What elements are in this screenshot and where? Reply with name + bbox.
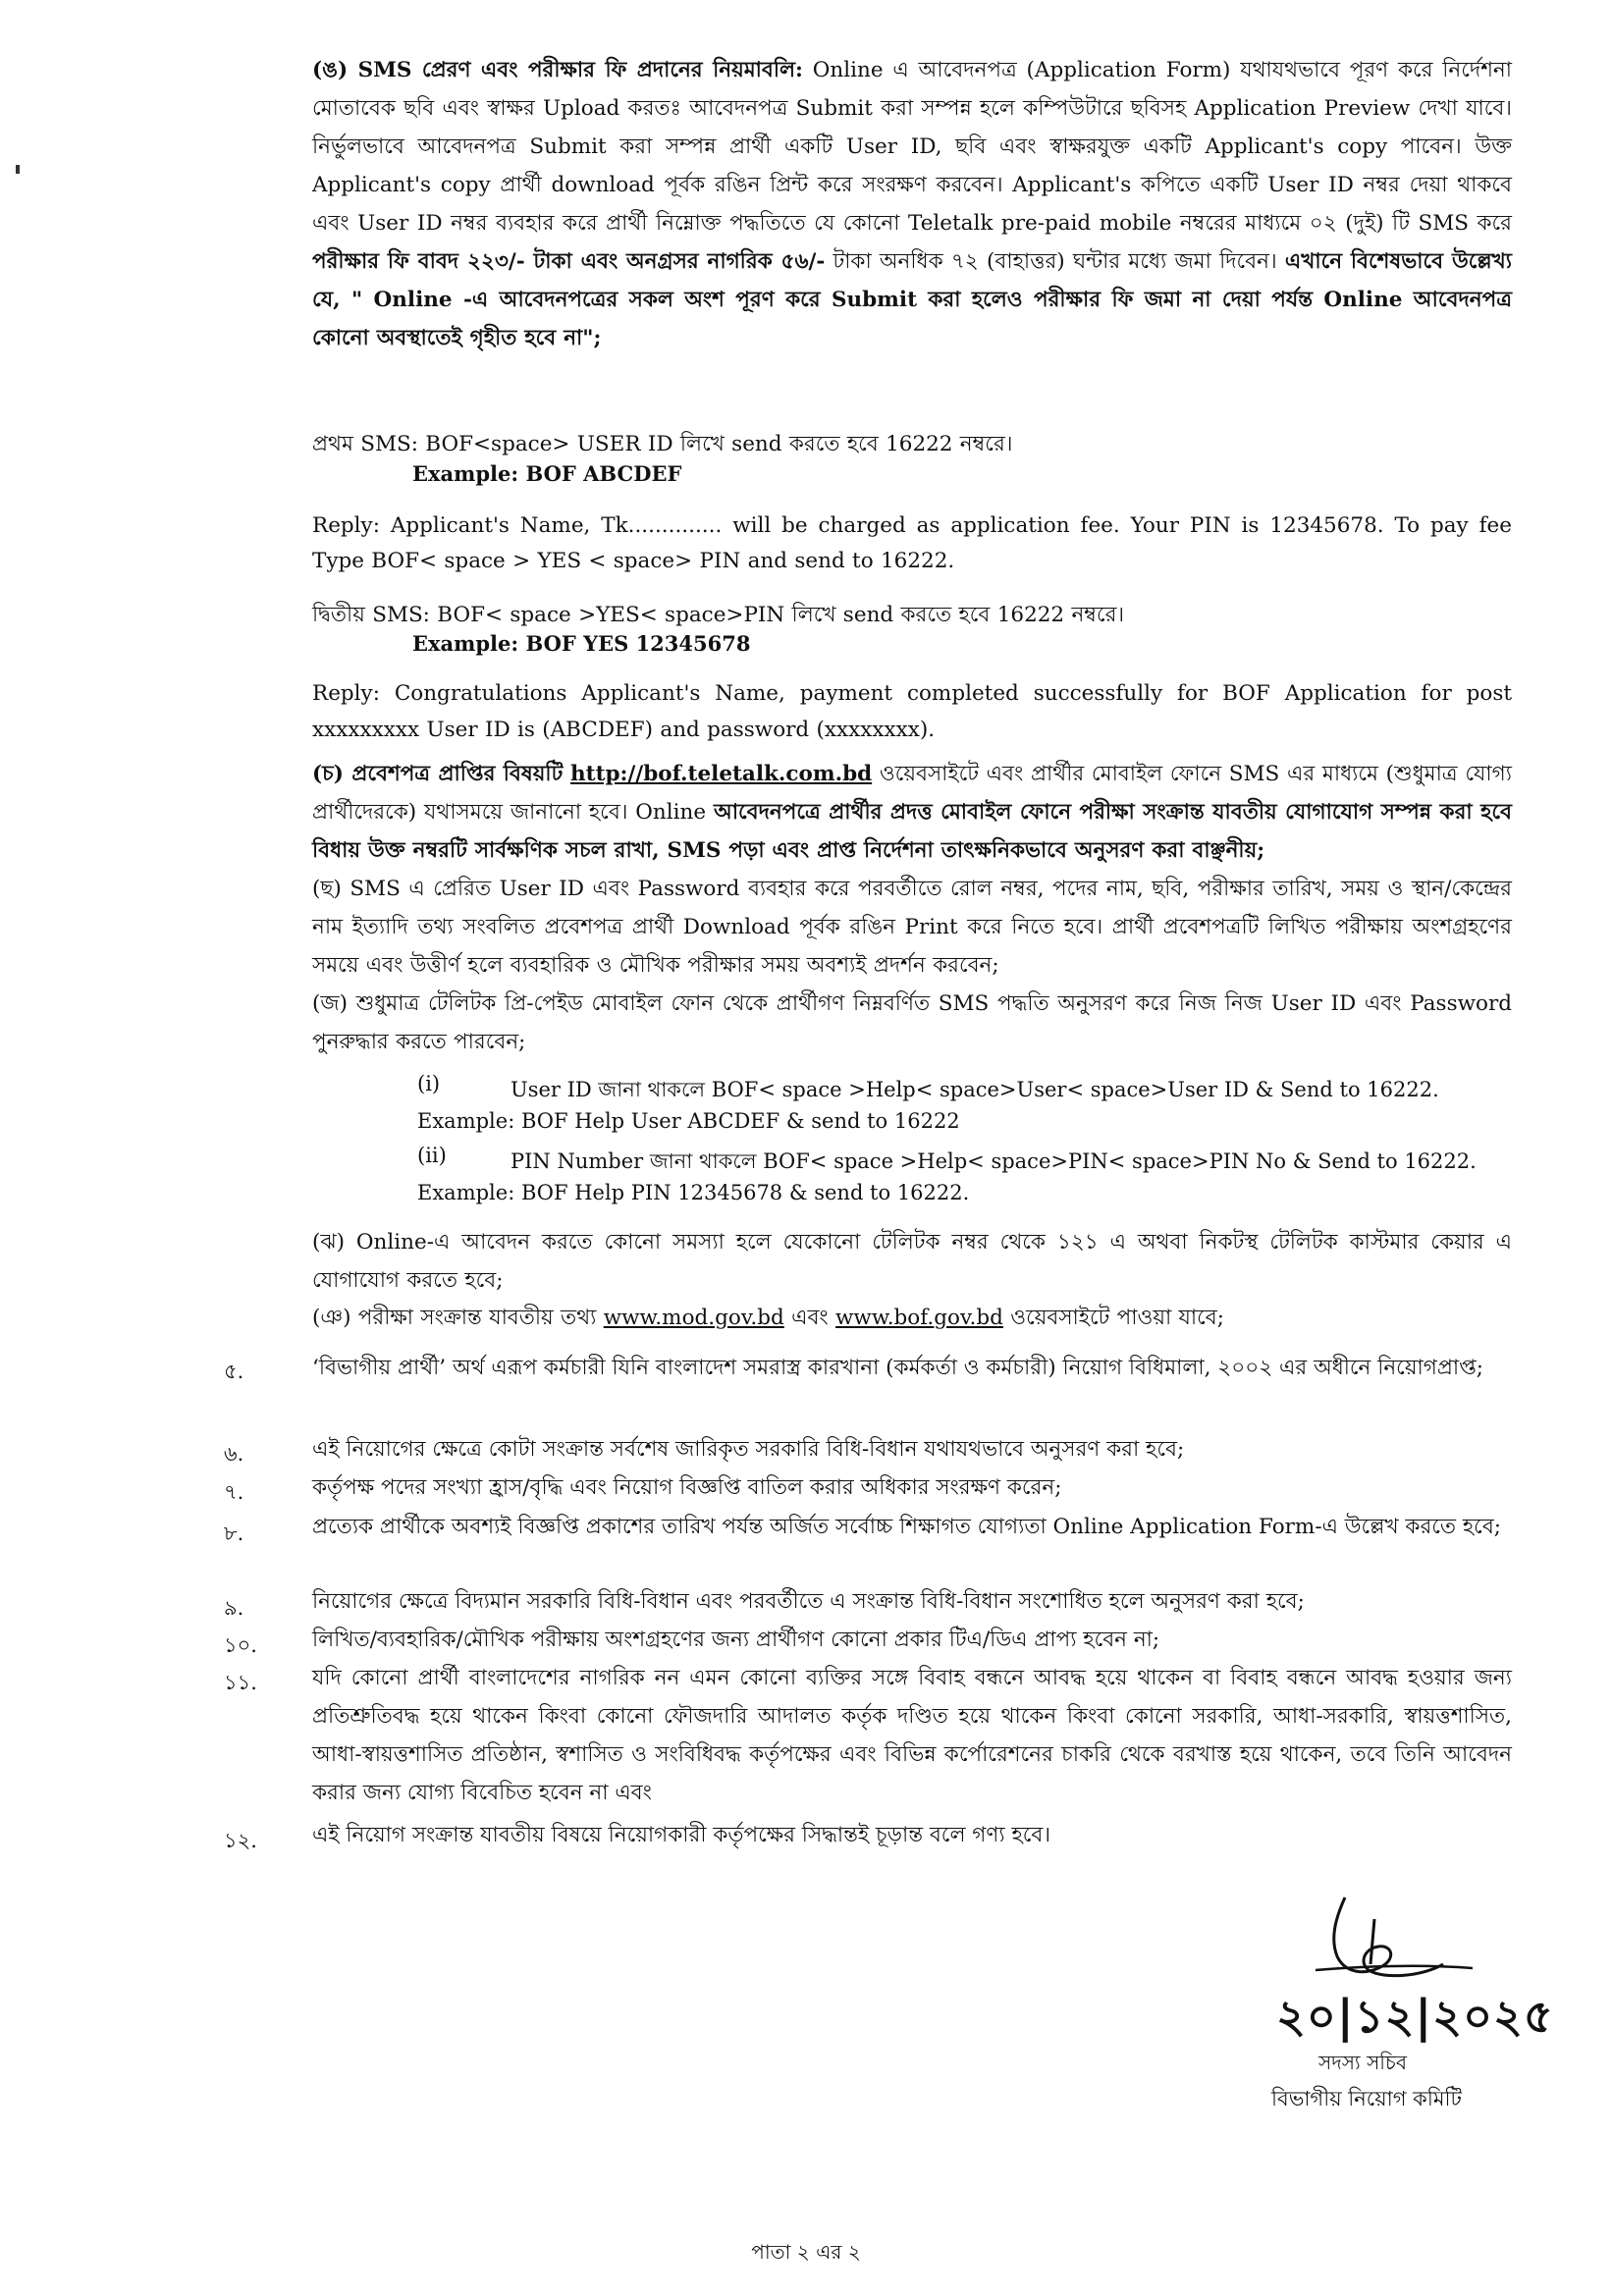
section-admit-download: (ছ) SMS এ প্রেরিত User ID এবং Password ব্যবহার করে পরবর্তীতে রোল নম্বর, পদের নাম, ছবি, পরীক্ষার তারিখ, সময় ও স্থান/কেন্দ্রের নাম ইত্যাদি তথ্য সংবলিত প্রবেশপত্র প্রার্থী Download পূর্বক রঙিন Print করে নিতে হবে। প্রার্থী প্রবেশপত্রটি লিখিত পরীক্ষায় অংশগ্রহণের সময়ে এবং উত্তীর্ণ হলে ব্যবহারিক ও মৌখিক পরীক্ষার সময় অবশ্যই প্রদর্শন করবেন; xyxy=(312,877,1512,978)
important-note: এখানে বিশেষভাবে উল্লেখ্য যে, " Online -এ আবেদনপত্রের সকল অংশ পূরণ করে Submit করা হলেও পরীক্ষার ফি জমা না দেয়া পর্যন্ত Online আবেদনপত্র কোনো অবস্থাতেই গৃহীত হবে না"; xyxy=(312,249,1512,350)
first-sms-line: প্রথম SMS: BOF<space> USER ID লিখে send করতে হবে 16222 নম্বরে। xyxy=(312,432,1013,456)
list-item: কর্তৃপক্ষ পদের সংখ্যা হ্রাস/বৃদ্ধি এবং নিয়োগ বিজ্ঞপ্তি বাতিল করার অধিকার সংরক্ষণ করেন; xyxy=(312,1475,1062,1500)
list-item: যদি কোনো প্রার্থী বাংলাদেশের নাগরিক নন এমন কোনো ব্যক্তির সঙ্গে বিবাহ বন্ধনে আবদ্ধ হয়ে থাকেন বা বিবাহ বন্ধনে আবদ্ধ হওয়ার জন্য প্রতিশ্রুতিবদ্ধ হয়ে থাকেন কিংবা কোনো ফৌজদারি আদালত কর্তৃক দণ্ডিত হয়ে থাকেন কিংবা কোনো সরকারি, আধা-সরকারি, স্বায়ত্তশাসিত, আধা-স্বায়ত্তশাসিত প্রতিষ্ঠান, স্বশাসিত ও সংবিধিবদ্ধ কর্তৃপক্ষের এবং বিভিন্ন কর্পোরেশনের চাকরি থেকে বরখাস্ত হয়ে থাকেন, তবে তিনি আবেদন করার জন্য যোগ্য বিবেচিত হবেন না এবং xyxy=(312,1666,1512,1805)
second-sms-line: দ্বিতীয় SMS: BOF< space >YES< space>PIN লিখে send করতে হবে 16222 নম্বরে। xyxy=(312,603,1125,627)
section-helpline: (ঝ) Online-এ আবেদন করতে কোনো সমস্যা হলে যেকোনো টেলিটক নম্বর থেকে ১২১ এ অথবা নিকটস্থ টেলিটক কাস্টমার কেয়ার এ যোগাযোগ করতে হবে; xyxy=(312,1230,1512,1293)
recovery-item-i-text: User ID জানা থাকলে BOF< space >Help< space>User< space>User ID & Send to 16222. xyxy=(510,1078,1439,1101)
list-item: নিয়োগের ক্ষেত্রে বিদ্যমান সরকারি বিধি-বিধান এবং পরবর্তীতে এ সংক্রান্ত বিধি-বিধান সংশোধিত হলে অনুসরণ করা হবে; xyxy=(312,1589,1305,1614)
section-body: টাকা অনধিক ৭২ (বাহাত্তর) ঘন্টার মধ্যে জমা দিবেন। xyxy=(825,249,1285,274)
item-number: ৫. xyxy=(224,1360,244,1383)
item-number: ৬. xyxy=(224,1442,244,1466)
item-number: ১১. xyxy=(224,1671,257,1694)
item-number: ৭. xyxy=(224,1480,244,1504)
section-heading: (ঙ) SMS প্রেরণ এবং পরীক্ষার ফি প্রদানের নিয়মাবলি: xyxy=(312,58,803,82)
list-item: এই নিয়োগ সংক্রান্ত যাবতীয় বিষয়ে নিয়োগকারী কর্তৃপক্ষের সিদ্ধান্তই চূড়ান্ত বলে গণ্য হবে। xyxy=(312,1823,1051,1847)
item-number: ৯. xyxy=(224,1596,244,1620)
first-sms-example: Example: BOF ABCDEF xyxy=(412,461,682,486)
second-sms-example: Example: BOF YES 12345678 xyxy=(412,631,751,656)
recovery-item-ii-text: PIN Number জানা থাকলে BOF< space >Help< space>PIN< space>PIN No & Send to 16222. xyxy=(510,1149,1477,1173)
list-item: এই নিয়োগের ক্ষেত্রে কোটা সংক্রান্ত সর্বশেষ জারিকৃত সরকারি বিধি-বিধান যথাযথভাবে অনুসরণ করা হবে; xyxy=(312,1437,1185,1462)
recovery-item-ii-label: (ii) xyxy=(417,1144,447,1167)
list-item: ‘বিভাগীয় প্রার্থী’ অর্থ এরূপ কর্মচারী যিনি বাংলাদেশ সমরাস্ত্র কারখানা (কর্মকর্তা ও কর্মচারী) নিয়োগ বিধিমালা, ২০০২ এর অধীনে নিয়োগপ্রাপ্ত; xyxy=(312,1356,1484,1380)
mod-website-link[interactable]: www.mod.gov.bd xyxy=(603,1306,784,1330)
page-number: পাতা ২ এর ২ xyxy=(751,2240,861,2264)
section-body: (ঞ) পরীক্ষা সংক্রান্ত যাবতীয় তথ্য xyxy=(312,1306,604,1330)
signatory-title: সদস্য সচিব xyxy=(1318,2051,1407,2074)
section-websites xyxy=(312,1299,1512,1337)
teletalk-link[interactable]: http://bof.teletalk.com.bd xyxy=(570,762,873,786)
second-sms-reply: Reply: Congratulations Applicant's Name, payment completed successfully for BOF Application for post xxxxxxxxx User ID is (ABCDEF) and password (xxxxxxxx). xyxy=(312,681,1512,742)
bof-website-link[interactable]: www.bof.gov.bd xyxy=(835,1306,1003,1330)
section-recovery: (জ) শুধুমাত্র টেলিটক প্রি-পেইড মোবাইল ফোন থেকে প্রার্থীগণ নিম্নবর্ণিত SMS পদ্ধতি অনুসরণ করে নিজ নিজ User ID এবং Password পুনরুদ্ধার করতে পারবেন; xyxy=(312,991,1512,1054)
list-item: লিখিত/ব্যবহারিক/মৌখিক পরীক্ষায় অংশগ্রহণের জন্য প্রার্থীগণ কোনো প্রকার টিএ/ডিএ প্রাপ্য হবেন না; xyxy=(312,1628,1160,1652)
committee-name: বিভাগীয় নিয়োগ কমিটি xyxy=(1271,2087,1462,2110)
signature-date: ২০|১২|২০২৫ xyxy=(1276,1990,1554,2043)
recovery-item-i-example: Example: BOF Help User ABCDEF & send to 16222 xyxy=(417,1109,960,1133)
list-item: প্রত্যেক প্রার্থীকে অবশ্যই বিজ্ঞপ্তি প্রকাশের তারিখ পর্যন্ত অর্জিত সর্বোচ্চ শিক্ষাগত যোগ্যতা Online Application Form-এ উল্লেখ করতে হবে; xyxy=(312,1515,1502,1539)
section-sms-fee-rules xyxy=(312,51,1512,357)
recovery-item-i-label: (i) xyxy=(417,1072,441,1095)
section-body: এবং xyxy=(783,1306,836,1330)
section-body: ওয়েবসাইটে পাওয়া যাবে; xyxy=(1002,1306,1225,1330)
section-body: ওয়েবসাইটে এবং প্রার্থীর মোবাইল ফোনে SMS এর মাধ্যমে (শুধুমাত্র যোগ্য প্রার্থীদেরকে) যথাসময়ে জানানো হবে। Online xyxy=(312,762,1512,825)
section-body: Online এ আবেদনপত্র (Application Form) যথাযথভাবে পূরণ করে নির্দেশনা মোতাবেক ছবি এবং স্বাক্ষর Upload করতঃ আবেদনপত্র Submit করা সম্পন্ন হলে কম্পিউটারে ছবিসহ Application Preview দেখা যাবে। নির্ভুলভাবে আবেদনপত্র Submit করা সম্পন্ন প্রার্থী একটি User ID, ছবি এবং স্বাক্ষরযুক্ত একটি Applicant's copy পাবেন। উক্ত Applicant's copy প্রার্থী download পূর্বক রঙিন প্রিন্ট করে সংরক্ষণ করবেন। Applicant's কপিতে একটি User ID নম্বর দেয়া থাকবে এবং User ID নম্বর ব্যবহার করে প্রার্থী নিম্নোক্ত পদ্ধতিতে যে কোনো Teletalk pre-paid mobile নম্বরের মাধ্যমে ০২ (দুই) টি SMS করে xyxy=(312,58,1512,236)
section-admit-card xyxy=(312,755,1512,870)
scan-speck xyxy=(16,165,20,174)
section-heading: (চ) প্রবেশপত্র প্রাপ্তির বিষয়টি xyxy=(312,762,564,786)
item-number: ১০. xyxy=(224,1633,257,1657)
item-number: ৮. xyxy=(224,1522,244,1545)
important-note: আবেদনপত্রে প্রার্থীর প্রদত্ত মোবাইল ফোনে পরীক্ষা সংক্রান্ত যাবতীয় যোগাযোগ সম্পন্ন করা হবে বিধায় উক্ত নম্বরটি সার্বক্ষণিক সচল রাখা, SMS পড়া এবং প্রাপ্ত নির্দেশনা তাৎক্ষনিকভাবে অনুসরণ করা বাঞ্ছনীয়; xyxy=(312,800,1513,863)
fee-amount-text: পরীক্ষার ফি বাবদ ২২৩/- টাকা এবং অনগ্রসর নাগরিক ৫৬/- xyxy=(312,249,826,274)
item-number: ১২. xyxy=(224,1829,257,1852)
first-sms-reply: Reply: Applicant's Name, Tk.............. will be charged as application fee. Your PIN is 12345678. To pay fee Type BOF< space > YES < space> PIN and send to 16222. xyxy=(312,513,1512,573)
recovery-item-ii-example: Example: BOF Help PIN 12345678 & send to 16222. xyxy=(417,1181,970,1204)
